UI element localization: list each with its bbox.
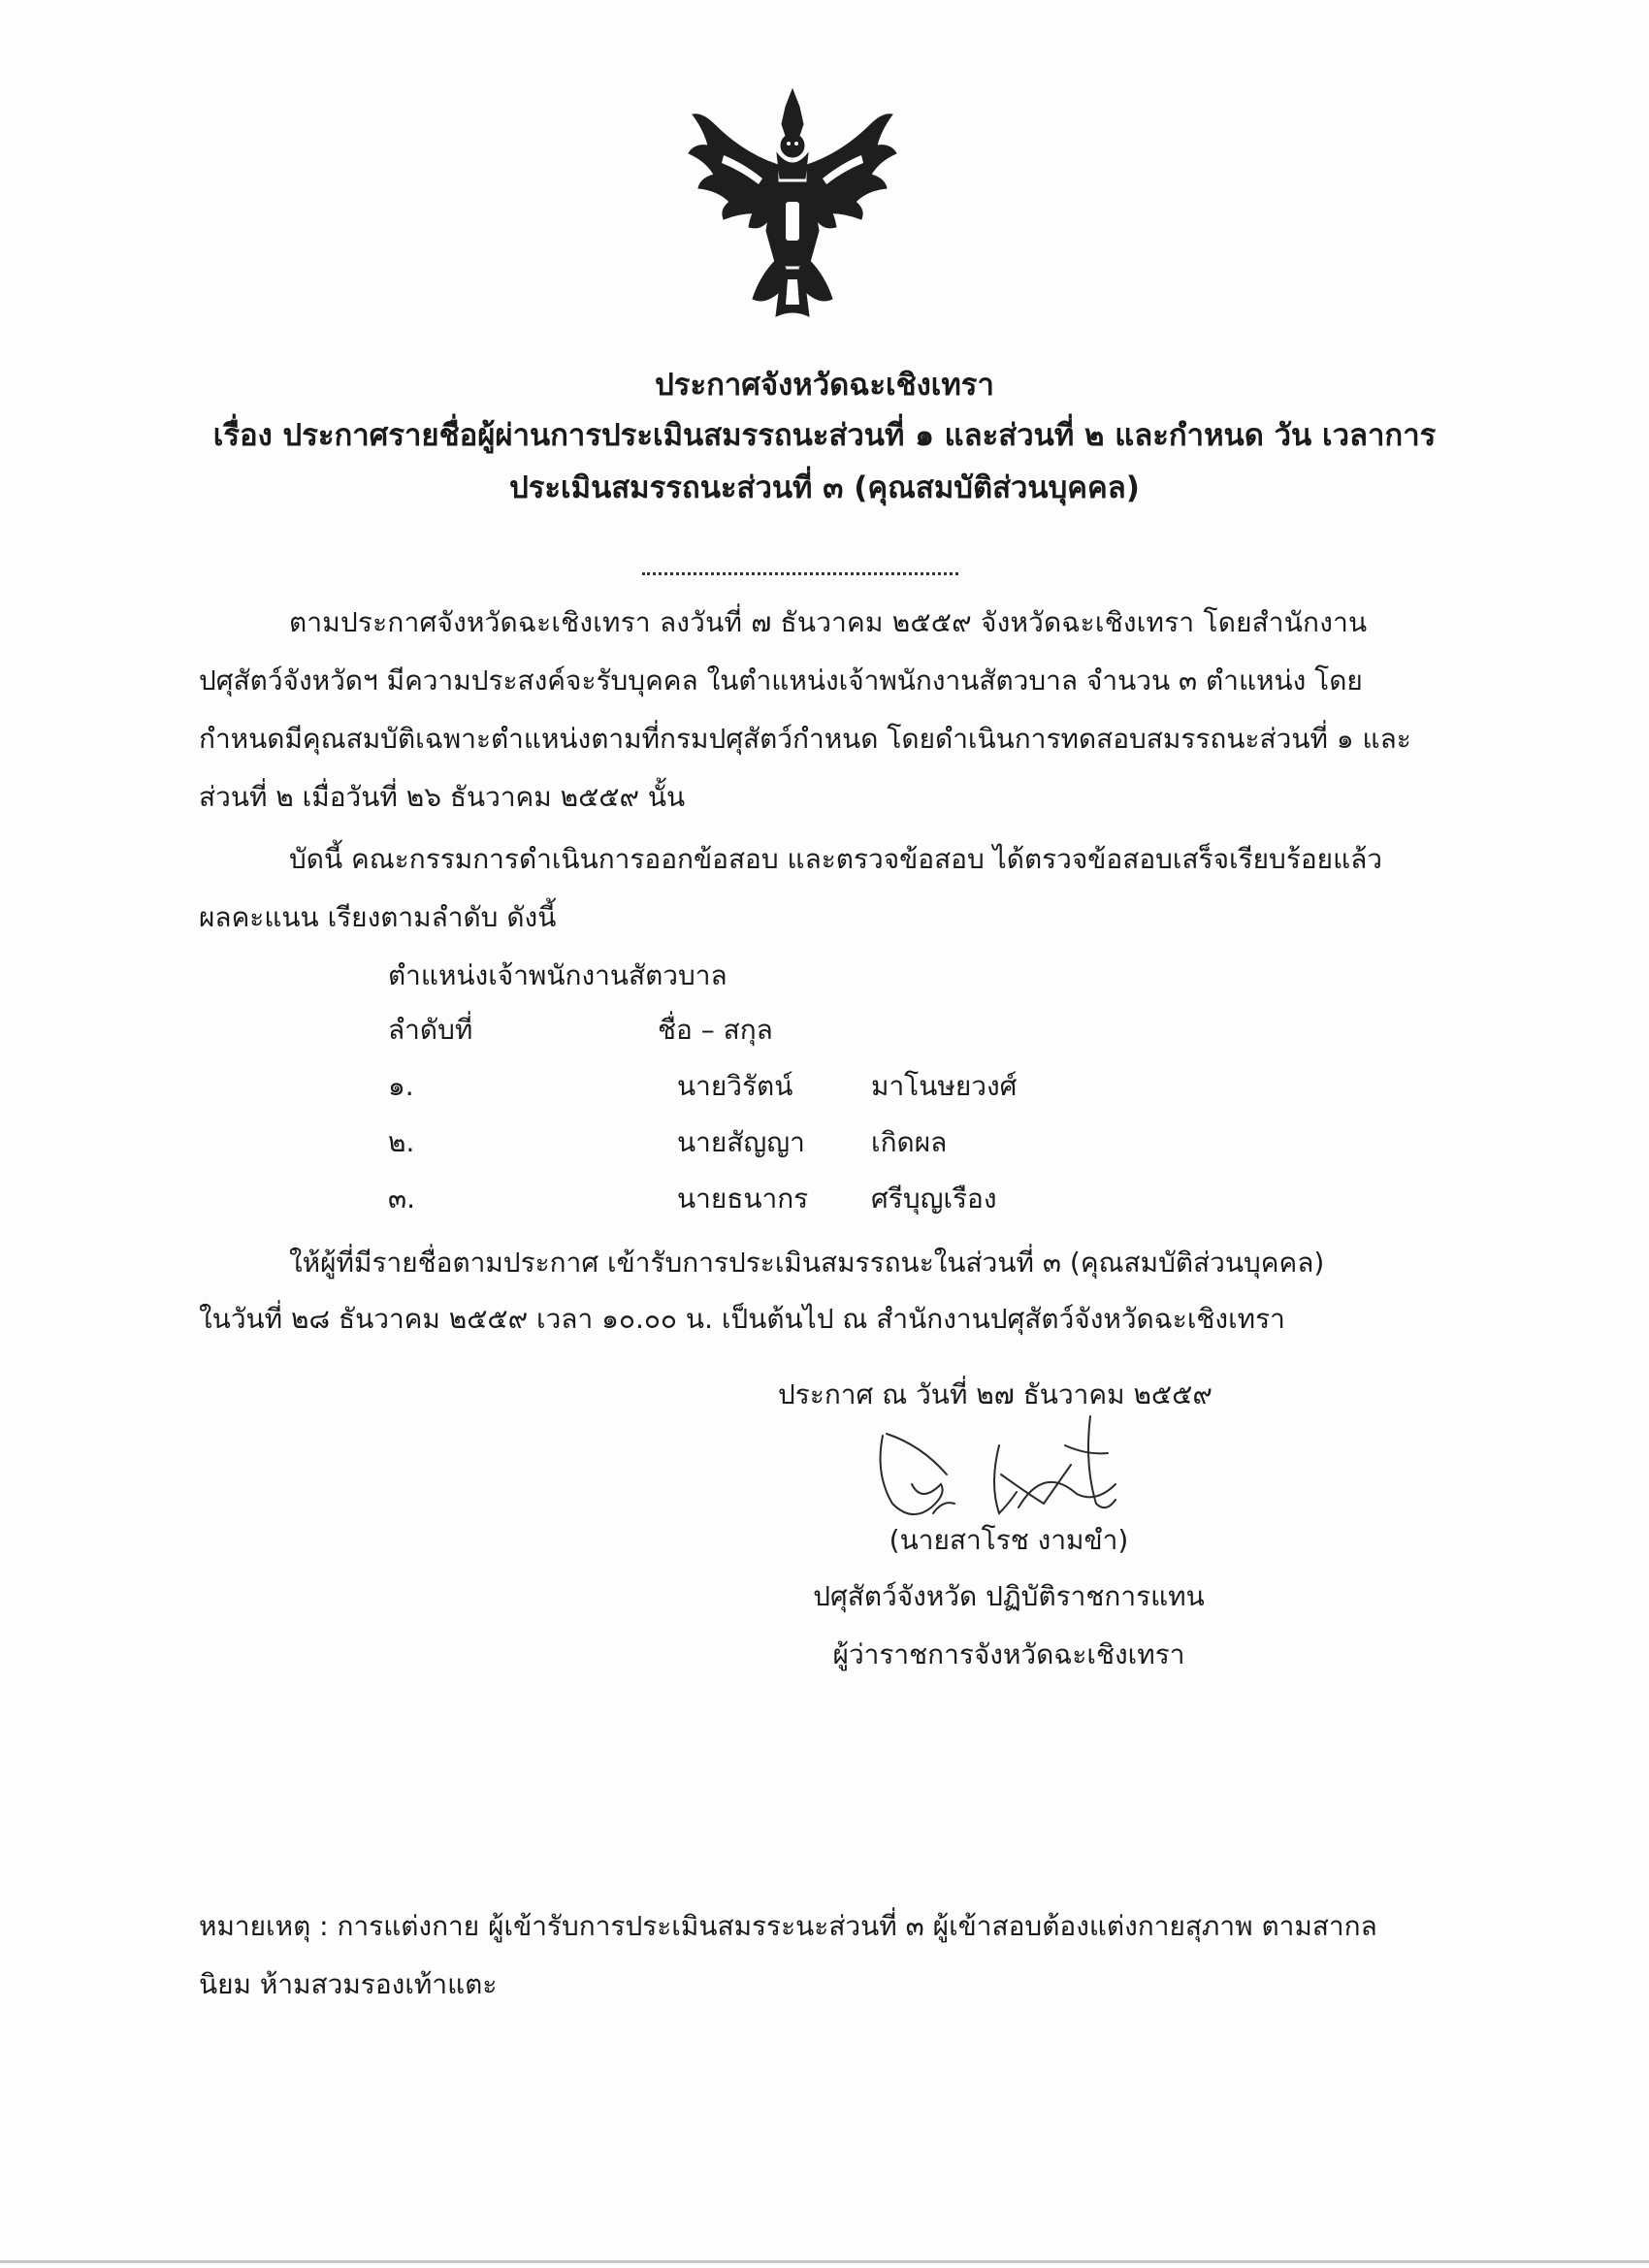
note-line-2: นิยม ห้ามสวมรองเท้าแตะ	[199, 1968, 498, 2000]
candidate-number: ๑.	[388, 1070, 414, 1102]
subject-line: เรื่อง ประกาศรายชื่อผู้ผ่านการประเมินสมรรถนะส่วนที่ ๑ และส่วนที่ ๒ และกำหนด วัน เวลาการ	[212, 418, 1437, 453]
candidate-last-name: มาโนษยวงศ์	[871, 1070, 1018, 1102]
candidate-first-name: นายวิรัตน์	[677, 1070, 793, 1102]
column-header-number: ลำดับที่	[388, 1014, 473, 1046]
paragraph-3-line-2: ในวันที่ ๒๘ ธันวาคม ๒๕๕๙ เวลา ๑๐.๐๐ น. เป็นต้นไป ณ สำนักงานปศุสัตว์จังหวัดฉะเชิงเทรา	[199, 1303, 1285, 1335]
candidate-first-name: นายธนากร	[677, 1183, 809, 1215]
document-title: ประกาศจังหวัดฉะเชิงเทรา	[655, 368, 994, 403]
candidate-first-name: นายสัญญา	[677, 1126, 805, 1158]
position-heading: ตำแหน่งเจ้าพนักงานสัตวบาล	[388, 959, 728, 991]
column-header-name: ชื่อ – สกุล	[658, 1014, 773, 1046]
signer-title: ปศุสัตว์จังหวัด ปฏิบัติราชการแทน	[813, 1580, 1205, 1612]
scan-edge	[0, 2260, 1649, 2263]
paragraph-1-line-2: ปศุสัตว์จังหวัดฯ มีความประสงค์จะรับบุคคล ในตำแหน่งเจ้าพนักงานสัตวบาล จำนวน ๓ ตำแหน่ง โดย	[199, 664, 1363, 697]
paragraph-1-line-4: ส่วนที่ ๒ เมื่อวันที่ ๒๖ ธันวาคม ๒๕๕๙ นั้น	[199, 781, 686, 813]
note-line-1: หมายเหตุ : การแต่งกาย ผู้เข้ารับการประเมินสมรระนะส่วนที่ ๓ ผู้เข้าสอบต้องแต่งกายสุภาพ ตามสากล	[199, 1910, 1377, 1942]
dotted-divider	[642, 572, 958, 575]
candidate-number: ๒.	[388, 1126, 415, 1158]
paragraph-3-line-1: ให้ผู้ที่มีรายชื่อตามประกาศ เข้ารับการประเมินสมรรถนะในส่วนที่ ๓ (คุณสมบัติส่วนบุคคล)	[289, 1247, 1325, 1279]
signer-title-continued: ผู้ว่าราชการจังหวัดฉะเชิงเทรา	[832, 1638, 1185, 1670]
candidate-last-name: เกิดผล	[871, 1126, 948, 1158]
candidate-number: ๓.	[388, 1183, 416, 1215]
candidate-last-name: ศรีบุญเรือง	[871, 1183, 997, 1215]
paragraph-2-line-2: ผลคะแนน เรียงตามลำดับ ดังนี้	[199, 901, 557, 933]
signer-name: (นายสาโรช งามขำ)	[889, 1524, 1129, 1556]
paragraph-1-line-1: ตามประกาศจังหวัดฉะเชิงเทรา ลงวันที่ ๗ ธันวาคม ๒๕๕๙ จังหวัดฉะเชิงเทรา โดยสำนักงาน	[289, 606, 1368, 638]
announcement-date: ประกาศ ณ วันที่ ๒๗ ธันวาคม ๒๕๕๙	[778, 1378, 1212, 1410]
subject-line-continued: ประเมินสมรรถนะส่วนที่ ๓ (คุณสมบัติส่วนบุคคล)	[509, 470, 1140, 505]
paragraph-1-line-3: กำหนดมีคุณสมบัติเฉพาะตำแหน่งตามที่กรมปศุสัตว์กำหนด โดยดำเนินการทดสอบสมรรถนะส่วนที่ ๑ และ	[199, 723, 1411, 755]
paragraph-2-line-1: บัดนี้ คณะกรรมการดำเนินการออกข้อสอบ และตรวจข้อสอบ ได้ตรวจข้อสอบเสร็จเรียบร้อยแล้ว	[289, 843, 1383, 875]
garuda-emblem-icon	[685, 85, 900, 322]
